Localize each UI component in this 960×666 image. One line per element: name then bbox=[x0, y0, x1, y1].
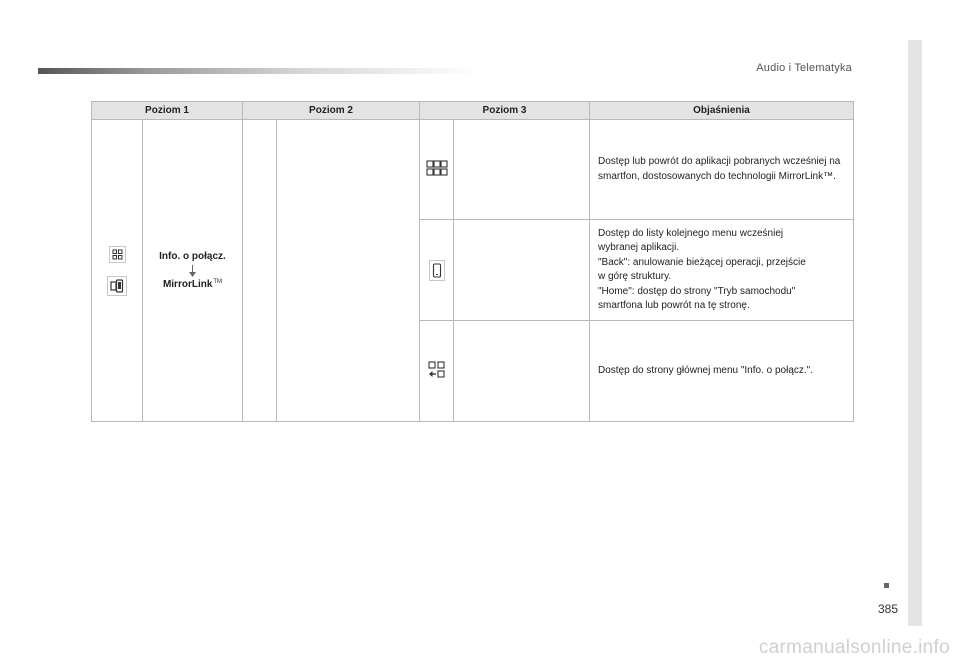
submenu-label-mirrorlink: MirrorLink™ bbox=[162, 279, 223, 290]
description-line: "Back": anulowanie bieżącej operacji, przejście bbox=[598, 256, 806, 268]
level3-icon-cell bbox=[420, 120, 454, 220]
section-title: Audio i Telematyka bbox=[756, 62, 852, 74]
page-marker bbox=[884, 583, 889, 588]
side-strip bbox=[908, 40, 922, 626]
level3-icon-cell bbox=[420, 321, 454, 422]
column-header-level-3: Poziom 3 bbox=[420, 102, 590, 120]
column-header-level-2: Poziom 2 bbox=[243, 102, 420, 120]
menu-label-connection-info: Info. o połącz. bbox=[159, 251, 226, 262]
description-line: "Home": dostęp do strony "Tryb samochodu" bbox=[598, 285, 796, 297]
arrow-down-icon bbox=[188, 265, 197, 277]
description-text: Dostęp lub powrót do aplikacji pobranych wcześniej na smartfon, dostosowanych do technologii MirrorLink™. bbox=[598, 156, 841, 182]
smartphone-cast-icon bbox=[107, 276, 127, 296]
description-cell bbox=[590, 220, 854, 321]
table-row bbox=[92, 120, 854, 220]
smartphone-icon bbox=[429, 260, 445, 281]
app-list-grid-icon bbox=[426, 160, 448, 179]
level1-icon-cell bbox=[92, 120, 143, 422]
level1-label-cell bbox=[143, 120, 243, 422]
level3-label-cell bbox=[454, 220, 590, 321]
description-line: w górę struktury. bbox=[598, 271, 672, 282]
menu-table-wrapper bbox=[91, 101, 853, 422]
table-header-row bbox=[92, 102, 854, 120]
description-line: smartfona lub powrót na tę stronę. bbox=[598, 300, 750, 311]
level3-icon-cell bbox=[420, 220, 454, 321]
apps-grid-icon bbox=[109, 246, 126, 263]
description-text: Dostęp do strony głównej menu "Info. o połącz.". bbox=[598, 364, 813, 376]
description-line: wybranej aplikacji. bbox=[598, 242, 680, 253]
level2-icon-cell bbox=[243, 120, 277, 422]
description-line: Dostęp do listy kolejnego menu wcześniej bbox=[598, 227, 784, 239]
description-cell bbox=[590, 321, 854, 422]
description-text bbox=[590, 227, 853, 314]
column-header-level-1: Poziom 1 bbox=[92, 102, 243, 120]
page-number: 385 bbox=[877, 602, 898, 616]
level2-label-cell bbox=[277, 120, 420, 422]
level3-label-cell bbox=[454, 321, 590, 422]
menu-table bbox=[91, 101, 854, 422]
level3-label-cell bbox=[454, 120, 590, 220]
header-gradient-bar bbox=[38, 68, 478, 74]
watermark: carmanualsonline.info bbox=[758, 637, 950, 658]
back-to-menu-icon bbox=[428, 361, 446, 382]
column-header-explanations: Objaśnienia bbox=[590, 102, 854, 120]
description-cell bbox=[590, 120, 854, 220]
